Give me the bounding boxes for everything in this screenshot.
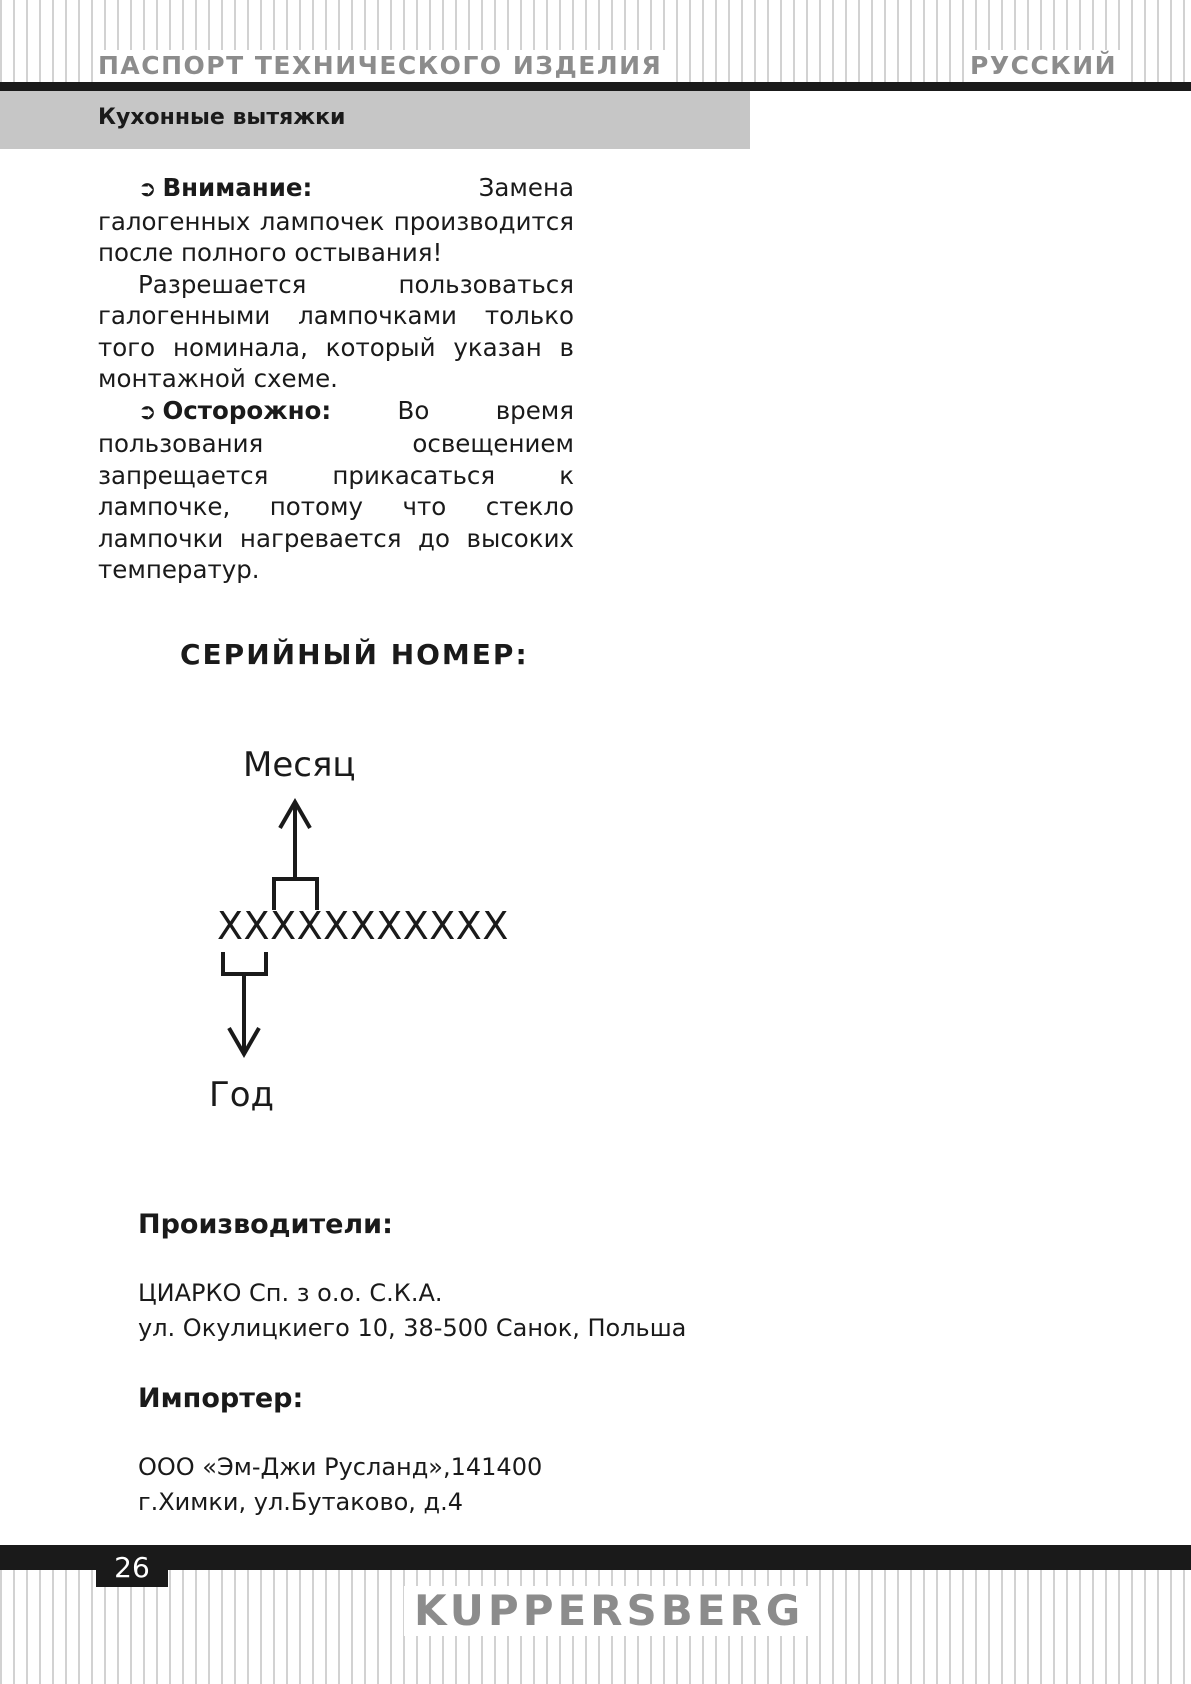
manufacturer-street: ул. Окулицкиего 10, 38-500 Санок, Польша bbox=[138, 1314, 687, 1342]
serial-code: XXXXXXXXXXX bbox=[217, 904, 509, 948]
page-number: 26 bbox=[96, 1548, 168, 1587]
importer-heading: Импортер: bbox=[138, 1383, 304, 1414]
importer-name: ООО «Эм-Джи Русланд»,141400 bbox=[138, 1453, 543, 1481]
attention-label: Внимание: bbox=[162, 173, 313, 202]
attention-text: Замена галогенных лампочек производится после полного остывания! bbox=[98, 173, 574, 267]
year-label: Год bbox=[209, 1075, 275, 1115]
importer-street: г.Химки, ул.Бутаково, д.4 bbox=[138, 1488, 464, 1516]
arrow-bullet-icon: ➲ bbox=[138, 177, 157, 202]
section-title: Кухонные вытяжки bbox=[98, 105, 346, 130]
brand-logo: KUPPERSBERG bbox=[404, 1586, 814, 1636]
footer-rule bbox=[0, 1545, 1191, 1571]
manufacturers-heading: Производители: bbox=[138, 1209, 393, 1240]
importer-address bbox=[138, 1450, 542, 1520]
bulb-rating-paragraph: Разрешается пользоваться галогенными лампочками только того номинала, который указан в монтажной схеме. bbox=[98, 269, 574, 393]
year-arrow-icon bbox=[223, 952, 266, 1054]
manufacturer-address bbox=[138, 1276, 686, 1346]
arrow-bullet-icon: ➲ bbox=[138, 399, 157, 425]
manufacturer-name: ЦИАРКО Сп. з о.о. С.К.А. bbox=[138, 1279, 443, 1307]
caution-label: Осторожно: bbox=[162, 395, 332, 425]
serial-number-title: СЕРИЙНЫЙ НОМЕР: bbox=[180, 638, 529, 671]
caution-text: Во время пользования освещением запрещается прикасаться к лампочке, потому что стекло лампочки нагревается до высоких температур. bbox=[98, 395, 574, 584]
month-arrow-icon bbox=[274, 802, 317, 910]
month-label: Месяц bbox=[243, 745, 356, 785]
document-title: ПАСПОРТ ТЕХНИЧЕСКОГО ИЗДЕЛИЯ bbox=[94, 50, 666, 82]
language-label: РУССКИЙ bbox=[966, 50, 1121, 82]
